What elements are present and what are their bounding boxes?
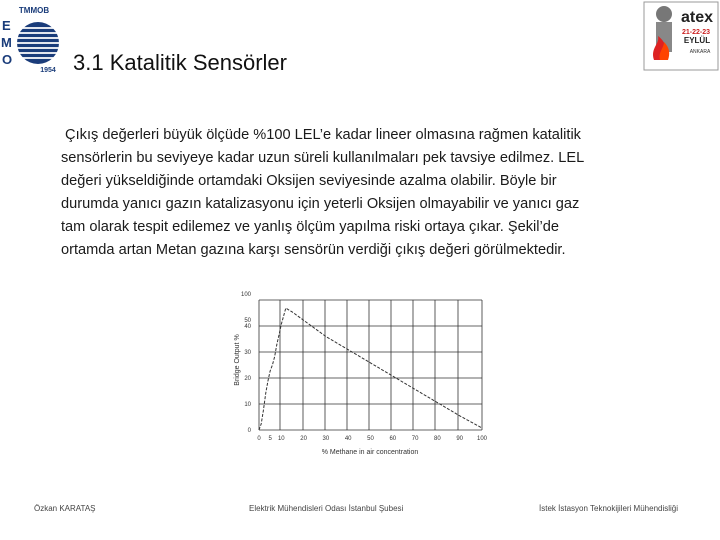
chart-y-axis-label: Bridge Output %	[234, 334, 241, 386]
chart-x-tick-label: 70	[411, 436, 419, 442]
chart-grid	[259, 300, 482, 430]
chart-y-tick-label: 10	[244, 402, 251, 408]
paragraph-line: tam olarak tespit edilemez ve yanlış ölçüm yapılma riski ortaya çıkar. Şekil’de	[61, 219, 560, 235]
emo-logo-letter-o: O	[2, 52, 13, 67]
chart-x-tick-label: 5	[268, 436, 272, 442]
chart-x-tick-label: 50	[367, 436, 374, 442]
flame-icon	[653, 6, 672, 60]
chart-x-tick-label: 20	[300, 436, 307, 442]
chart-x-axis-label: % Methane in air concentration	[321, 449, 419, 456]
paragraph-line: Çıkış değerleri büyük ölçüde %100 LEL’e kadar lineer olmasına rağmen katalitik	[61, 127, 581, 143]
chart-x-ticks	[257, 436, 487, 442]
slide-paragraph	[61, 124, 661, 262]
emo-logo-globe-icon	[16, 22, 60, 64]
bridge-output-chart	[225, 292, 495, 460]
emo-logo-year: 1954	[40, 67, 56, 74]
atex-logo-month: EYLÜL	[683, 36, 711, 45]
chart-x-tick-label: 100	[476, 436, 488, 442]
chart-y-tick-label: 100	[240, 292, 251, 298]
chart-y-tick-label: 40	[244, 324, 251, 330]
footer-organization: Elektrik Mühendisleri Odası İstanbul Şubesi	[249, 504, 404, 513]
chart-x-tick-label: 60	[389, 436, 397, 442]
footer-author: Özkan KARATAŞ	[34, 504, 96, 513]
chart-x-tick-label: 90	[456, 436, 464, 442]
paragraph-line: sensörlerin bu seviyeye kadar uzun süreli kullanılmaları pek tavsiye edilmez. LEL	[61, 150, 585, 166]
atex-logo-city: ANKARA	[689, 49, 711, 55]
chart-y-tick-label: 50	[244, 318, 251, 324]
emo-logo-top-text: TMMOB	[18, 6, 50, 15]
chart-y-ticks	[241, 292, 252, 434]
paragraph-line: durumda yanıcı gazın katalizasyonu için yeterli Oksijen olmayabilir ve yanıcı gaz	[61, 196, 580, 212]
atex-logo	[640, 0, 720, 72]
chart-x-tick-label: 10	[277, 436, 285, 442]
emo-logo-letter-e: E	[2, 18, 11, 33]
chart-x-tick-label: 80	[434, 436, 441, 442]
emo-logo-letter-m: M	[1, 35, 12, 50]
slide-title: 3.1 Katalitik Sensörler	[73, 50, 287, 75]
atex-logo-name: atex	[680, 9, 714, 26]
chart-x-tick-label: 0	[257, 436, 261, 442]
footer-department: İstek İstasyon Teknokijileri Mühendisliği	[539, 504, 679, 513]
paragraph-line: değeri yükseldiğinde ortamdaki Oksijen seviyesinde azalma olabilir. Böyle bir	[61, 173, 557, 189]
paragraph-line: ortamda artan Metan gazına karşı sensörün verdiği çıkış değeri görülmektedir.	[61, 242, 566, 258]
chart-x-tick-label: 30	[322, 436, 330, 442]
chart-y-tick-label: 20	[244, 376, 251, 382]
atex-logo-date: 21-22-23	[681, 29, 711, 36]
chart-y-tick-label: 0	[247, 428, 251, 434]
chart-y-tick-label: 30	[244, 350, 251, 356]
chart-x-tick-label: 40	[344, 436, 352, 442]
emo-logo	[0, 2, 66, 74]
